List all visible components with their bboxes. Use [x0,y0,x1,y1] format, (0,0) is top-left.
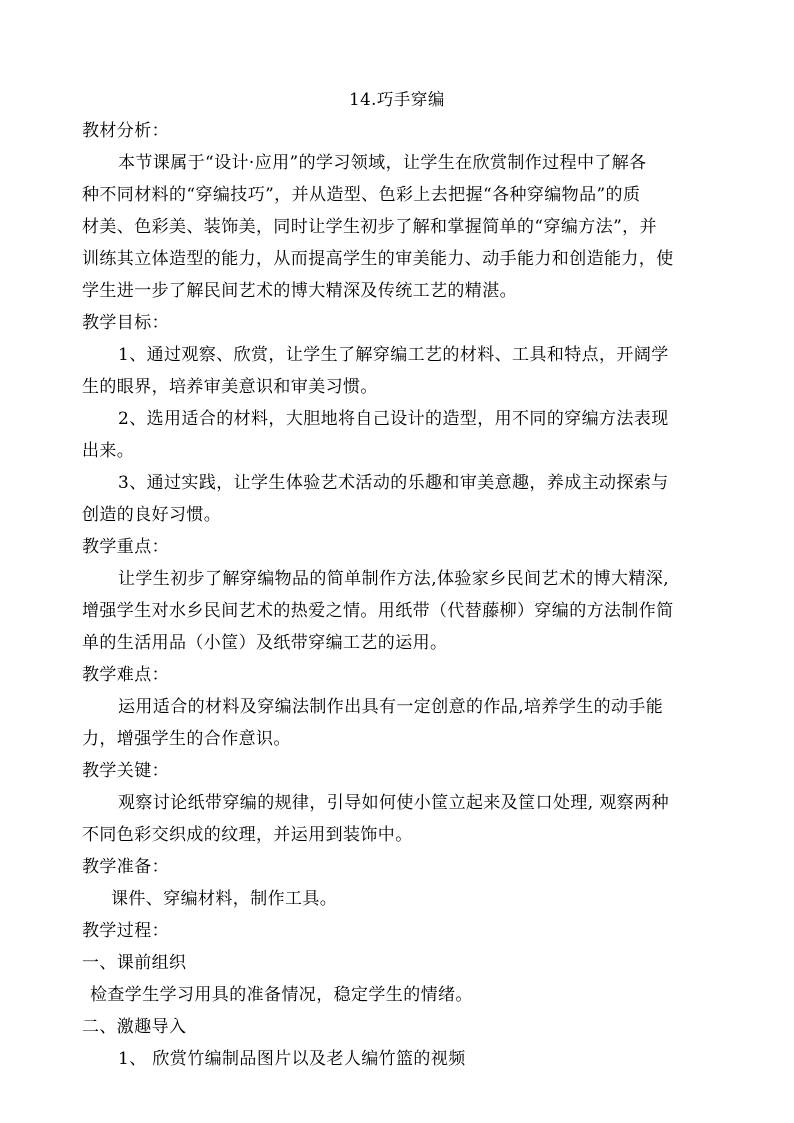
paragraph-line: 观察讨论纸带穿编的规律，引导如何使小筐立起来及筐口处理, 观察两种 [118,793,670,813]
paragraph-line: 不同色彩交织成的纹理，并运用到装饰中。 [82,825,413,845]
section-heading-key-issue: 教学关键： [82,761,169,781]
section-heading-preparation: 教学准备： [82,857,169,877]
paragraph-line: 检查学生学习用具的准备情况，稳定学生的情绪。 [90,985,473,1005]
goal-item: 3、通过实践，让学生体验艺术活动的乐趣和审美意趣，养成主动探索与 [118,473,669,493]
paragraph-line: 训练其立体造型的能力，从而提高学生的审美能力、动手能力和创造能力，使 [82,249,674,269]
goal-item: 2、选用适合的材料，大胆地将自己设计的造型，用不同的穿编方法表现 [118,409,669,429]
paragraph-line: 创造的良好习惯。 [82,505,222,525]
subsection-heading-pre-class: 一、课前组织 [82,953,187,973]
paragraph-line: 增强学生对水乡民间艺术的热爱之情。用纸带（代替藤柳）穿编的方法制作简 [82,601,674,621]
section-heading-teaching-goals: 教学目标： [82,313,169,333]
paragraph-line: 单的生活用品（小筐）及纸带穿编工艺的运用。 [82,633,448,653]
section-heading-textbook-analysis: 教材分析： [82,121,169,141]
list-item: 1、 欣赏竹编制品图片以及老人编竹篮的视频 [118,1049,466,1069]
paragraph-line: 生的眼界，培养审美意识和审美习惯。 [82,377,378,397]
section-heading-difficulties: 教学难点： [82,665,169,685]
paragraph-line: 学生进一步了解民间艺术的博大精深及传统工艺的精湛。 [82,281,517,301]
paragraph-line: 出来。 [82,441,135,461]
subsection-heading-introduction: 二、激趣导入 [82,1017,187,1037]
paragraph-line: 材美、色彩美、装饰美，同时让学生初步了解和掌握简单的“穿编方法”，并 [82,217,657,237]
section-heading-process: 教学过程： [82,921,169,941]
document-title: 14.巧手穿编 [349,90,445,109]
section-heading-key-points: 教学重点： [82,537,169,557]
paragraph-line: 运用适合的材料及穿编法制作出具有一定创意的作品,培养学生的动手能 [118,697,664,717]
goal-item: 1、通过观察、欣赏，让学生了解穿编工艺的材料、工具和特点，开阔学 [118,345,669,365]
paragraph-line: 力，增强学生的合作意识。 [82,729,291,749]
paragraph-line: 本节课属于“设计·应用”的学习领域，让学生在欣赏制作过程中了解各 [118,153,647,173]
paragraph-line: 课件、穿编材料，制作工具。 [111,889,338,909]
paragraph-line: 让学生初步了解穿编物品的简单制作方法,体验家乡民间艺术的博大精深, [118,569,670,589]
paragraph-line: 种不同材料的“穿编技巧”，并从造型、色彩上去把握“各种穿编物品”的质 [82,185,641,205]
